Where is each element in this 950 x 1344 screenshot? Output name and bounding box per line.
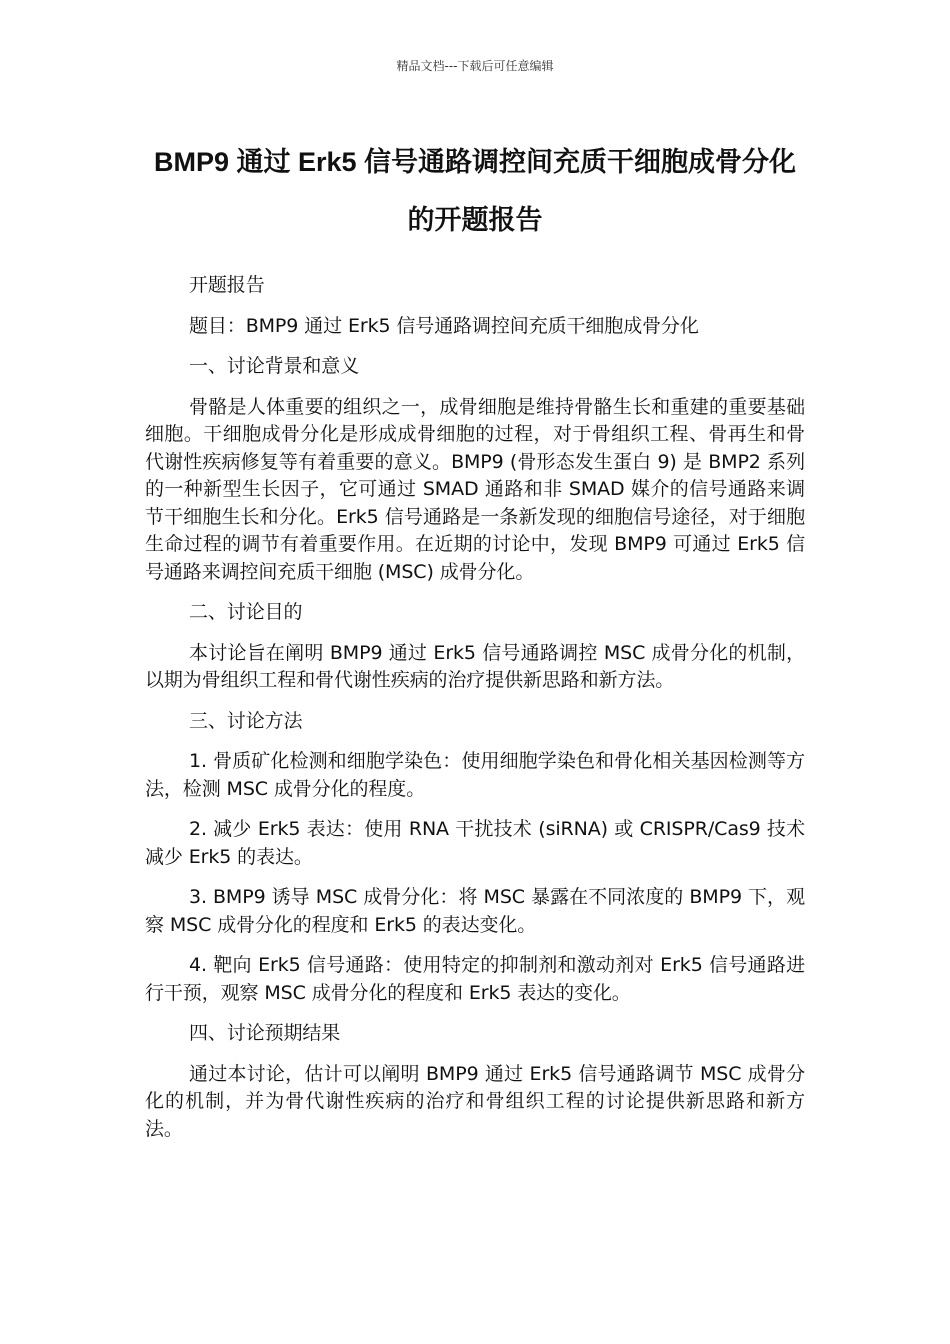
method-item-4: 4. 靶向 Erk5 信号通路：使用特定的抑制剂和激动剂对 Erk5 信号通路进行干预，观察 MSC 成骨分化的程度和 Erk5 表达的变化。 bbox=[145, 954, 805, 1004]
purpose-paragraph: 本讨论旨在阐明 BMP9 通过 Erk5 信号通路调控 MSC 成骨分化的机制，以期为骨组织工程和骨代谢性疾病的治疗提供新思路和新方法。 bbox=[145, 641, 805, 691]
document-body bbox=[145, 272, 805, 1156]
topic-line: 题目：BMP9 通过 Erk5 信号通路调控间充质干细胞成骨分化 bbox=[189, 314, 699, 337]
background-paragraph: 骨骼是人体重要的组织之一，成骨细胞是维持骨骼生长和重建的重要基础细胞。干细胞成骨分化是形成成骨细胞的过程，对于骨组织工程、骨再生和骨代谢性疾病修复等有着重要的意义。BMP9 (骨形态发生蛋白 9) 是 BMP2 系列的一种新型生长因子，它可通过 SMAD 通路和非 SMAD 媒介的信号通路来调节干细胞生长和分化。Erk5 信号通路是一条新发现的细胞信号途径，对于细胞生命过程的调节有着重要作用。在近期的讨论中，发现 BMP9 可通过 Erk5 信号通路来调控间充质干细胞 (MSC) 成骨分化。 bbox=[145, 395, 805, 583]
document-title: BMP9 通过 Erk5 信号通路调控间充质干细胞成骨分化的开题报告 bbox=[153, 147, 797, 235]
section-heading-background: 一、讨论背景和意义 bbox=[189, 355, 360, 377]
section-heading-results: 四、讨论预期结果 bbox=[189, 1022, 341, 1044]
report-label: 开题报告 bbox=[189, 274, 265, 296]
page-header-note: 精品文档---下载后可任意编辑 bbox=[396, 59, 554, 73]
method-item-1: 1. 骨质矿化检测和细胞学染色：使用细胞学染色和骨化相关基因检测等方法，检测 MSC 成骨分化的程度。 bbox=[145, 750, 805, 800]
method-item-2: 2. 减少 Erk5 表达：使用 RNA 干扰技术 (siRNA) 或 CRISPR/Cas9 技术减少 Erk5 的表达。 bbox=[145, 818, 805, 868]
section-heading-methods: 三、讨论方法 bbox=[189, 709, 303, 732]
section-heading-purpose: 二、讨论目的 bbox=[189, 601, 303, 623]
method-item-3: 3. BMP9 诱导 MSC 成骨分化：将 MSC 暴露在不同浓度的 BMP9 下，观察 MSC 成骨分化的程度和 Erk5 的表达变化。 bbox=[145, 886, 805, 936]
results-paragraph: 通过本讨论，估计可以阐明 BMP9 通过 Erk5 信号通路调节 MSC 成骨分化的机制，并为骨代谢性疾病的治疗和骨组织工程的讨论提供新思路和新方法。 bbox=[145, 1062, 805, 1140]
